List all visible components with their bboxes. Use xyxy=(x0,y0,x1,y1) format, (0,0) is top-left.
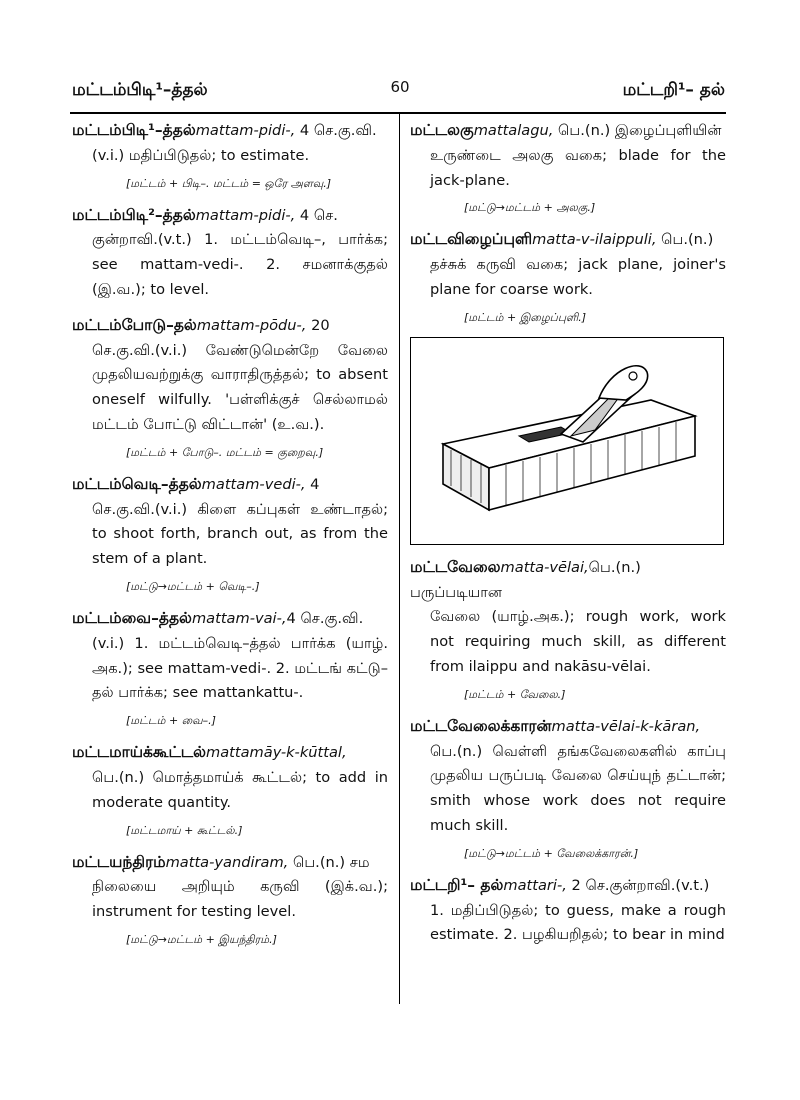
entry-definition: செ.கு.வி.(v.i.) கிளை கப்புகள் உண்டாதல்; to shoot forth, branch out, as from the stem of a plant. xyxy=(92,500,388,568)
entry-grammar: 4 செ.கு.வி. xyxy=(295,122,377,139)
dictionary-entry xyxy=(72,313,388,438)
entry-etymology: [மட்டு→மட்டம் + அலகு.] xyxy=(464,201,596,215)
entry-grammar: பெ.(n.) xyxy=(656,231,714,249)
jack-plane-illustration xyxy=(410,337,724,545)
entry-transliteration: mattalagu, xyxy=(473,122,554,139)
entry-headword: மட்டம்போடு–தல் xyxy=(72,315,197,334)
header-rule xyxy=(70,112,726,114)
left-entries xyxy=(72,118,388,948)
column-divider xyxy=(399,114,400,1004)
entry-grammar: பெ.(n.) பருப்படியான xyxy=(410,558,641,601)
entry-definition: உருண்டை அலகு வகை; blade for the jack-plane. xyxy=(430,146,726,189)
entry-etymology: [மட்டமாய் + கூட்டல்.] xyxy=(126,823,243,837)
dictionary-entry xyxy=(410,873,726,948)
entry-headword: மட்டம்பிடி¹–த்தல் xyxy=(72,121,196,139)
entry-definition: 1. மதிப்பிடுதல்; to guess, make a rough estimate. 2. பழகியறிதல்; to bear in mind xyxy=(430,901,726,944)
entry-headword: மட்டவேலைக்காரன் xyxy=(410,716,552,735)
entry-etymology: [மட்டம் + போடு–. மட்டம் = குறைவு.] xyxy=(126,445,324,459)
entry-transliteration: mattamāy-k-kūttal, xyxy=(206,744,347,762)
entry-headword: மட்டமாய்க்கூட்டல் xyxy=(72,743,207,762)
dictionary-entry xyxy=(72,850,388,925)
entry-grammar: பெ.(n.) இழைப்புளியின் xyxy=(553,122,722,139)
page-number: 60 xyxy=(390,78,410,96)
entry-definition: நிலையை அறியும் கருவி (இக்.வ.); instrument for testing level. xyxy=(92,878,388,921)
entry-transliteration: mattam-pōdu-, xyxy=(196,316,307,334)
entry-spacer xyxy=(410,948,726,958)
entry-spacer xyxy=(72,303,388,313)
entry-transliteration: matta-v-ilaippuli, xyxy=(532,231,657,249)
entry-definition: பெ.(n.) வெள்ளி தங்கவேலைகளில் காப்பு முதலிய பருப்படி வேலை செய்யுந் தட்டான்; smith whose work does not require much skill. xyxy=(430,742,726,834)
entry-headword: மட்டம்பிடி²–த்தல் xyxy=(72,205,196,224)
dictionary-entry xyxy=(72,606,388,706)
right-column xyxy=(410,118,726,958)
dictionary-entry xyxy=(410,227,726,302)
running-head-right: மட்டறி¹– தல் xyxy=(622,80,725,100)
dictionary-entry xyxy=(410,118,726,193)
entry-transliteration: matta-vēlai, xyxy=(500,558,589,576)
entry-headword: மட்டம்வை–த்தல் xyxy=(72,608,192,627)
entry-transliteration: mattam-vedi-, xyxy=(201,475,306,493)
right-entries-top xyxy=(410,118,726,326)
entry-grammar: 20 xyxy=(306,316,330,334)
dictionary-entry xyxy=(72,740,388,815)
entry-definition: (v.i.) மதிப்பிடுதல்; to estimate. xyxy=(92,146,310,164)
entry-transliteration: mattam-vai-, xyxy=(191,609,287,627)
entry-etymology: [மட்டு→மட்டம் + இயந்திரம்.] xyxy=(126,932,277,946)
entry-etymology: [மட்டம் + வேலை.] xyxy=(464,687,566,701)
entry-headword: மட்டலகு xyxy=(410,121,474,139)
entry-etymology: [மட்டம் + வை–.] xyxy=(126,714,216,728)
entry-headword: மட்டறி¹– தல் xyxy=(410,875,504,894)
entry-transliteration: mattam-pidi-, xyxy=(195,122,296,139)
entry-etymology: [மட்டம் + இழைப்புளி.] xyxy=(464,310,586,324)
entry-definition: குன்றாவி.(v.t.) 1. மட்டம்வெடி–, பார்க்க; see mattam-vedi-. 2. சமனாக்குதல் (இ.வ.); to level. xyxy=(92,231,388,298)
entry-headword: மட்டயந்திரம் xyxy=(72,852,166,871)
entry-etymology: [மட்டு→மட்டம் + வேலைக்காரன்.] xyxy=(464,846,639,860)
entry-definition: பெ.(n.) மொத்தமாய்க் கூட்டல்; to add in moderate quantity. xyxy=(92,768,388,811)
entry-headword: மட்டம்வெடி–த்தல் xyxy=(72,474,202,493)
entry-headword: மட்டவேலை xyxy=(410,557,501,576)
entry-transliteration: mattari-, xyxy=(503,876,567,894)
entry-definition: வேலை (யாழ்.அக.); rough work, work not requiring much skill, as different from ilaippu and nakāsu-vēlai. xyxy=(430,608,726,675)
dictionary-entry xyxy=(410,714,726,839)
entry-definition: செ.கு.வி.(v.i.) வேண்டுமென்றே வேலை முதலியவற்றுக்கு வாராதிருத்தல்; to absent oneself wilfully. 'பள்ளிக்குச் செல்லாமல் மட்டம் போட்டு விட்டான்' (உ.வ.). xyxy=(92,341,388,433)
dictionary-entry xyxy=(72,118,388,169)
left-column xyxy=(72,118,388,959)
entry-transliteration: mattam-pidi-, xyxy=(195,206,296,224)
dictionary-entry xyxy=(72,472,388,572)
entry-grammar: பெ.(n.) சம xyxy=(288,853,370,871)
jack-plane-icon xyxy=(411,338,723,544)
entry-grammar: 2 செ.குன்றாவி.(v.t.) xyxy=(566,876,710,894)
dictionary-entry xyxy=(410,555,726,680)
entry-transliteration: matta-vēlai-k-kāran, xyxy=(551,717,701,735)
entry-grammar: 4 xyxy=(305,475,320,493)
entry-definition: (v.i.) 1. மட்டம்வெடி–த்தல் பார்க்க (யாழ். அக.); see mattam-vedi-. 2. மட்டங் கட்டு–தல் பார்க்க; see mattankattu-. xyxy=(92,634,388,702)
entry-etymology: [மட்டு→மட்டம் + வெடி–.] xyxy=(126,579,260,593)
entry-transliteration: matta-yandiram, xyxy=(165,853,289,871)
entry-headword: மட்டவிழைப்புளி xyxy=(410,230,533,249)
running-head-left: மட்டம்பிடி¹–த்தல் xyxy=(72,80,208,100)
entry-grammar: 4 செ. xyxy=(295,206,338,224)
right-entries-bottom xyxy=(410,555,726,958)
dictionary-entry xyxy=(72,203,388,303)
entry-grammar: 4 செ.கு.வி. xyxy=(286,609,364,627)
entry-etymology: [மட்டம் + பிடி–. மட்டம் = ஒரே அளவு.] xyxy=(126,176,332,190)
entry-definition: தச்சுக் கருவி வகை; jack plane, joiner's plane for coarse work. xyxy=(430,256,726,298)
